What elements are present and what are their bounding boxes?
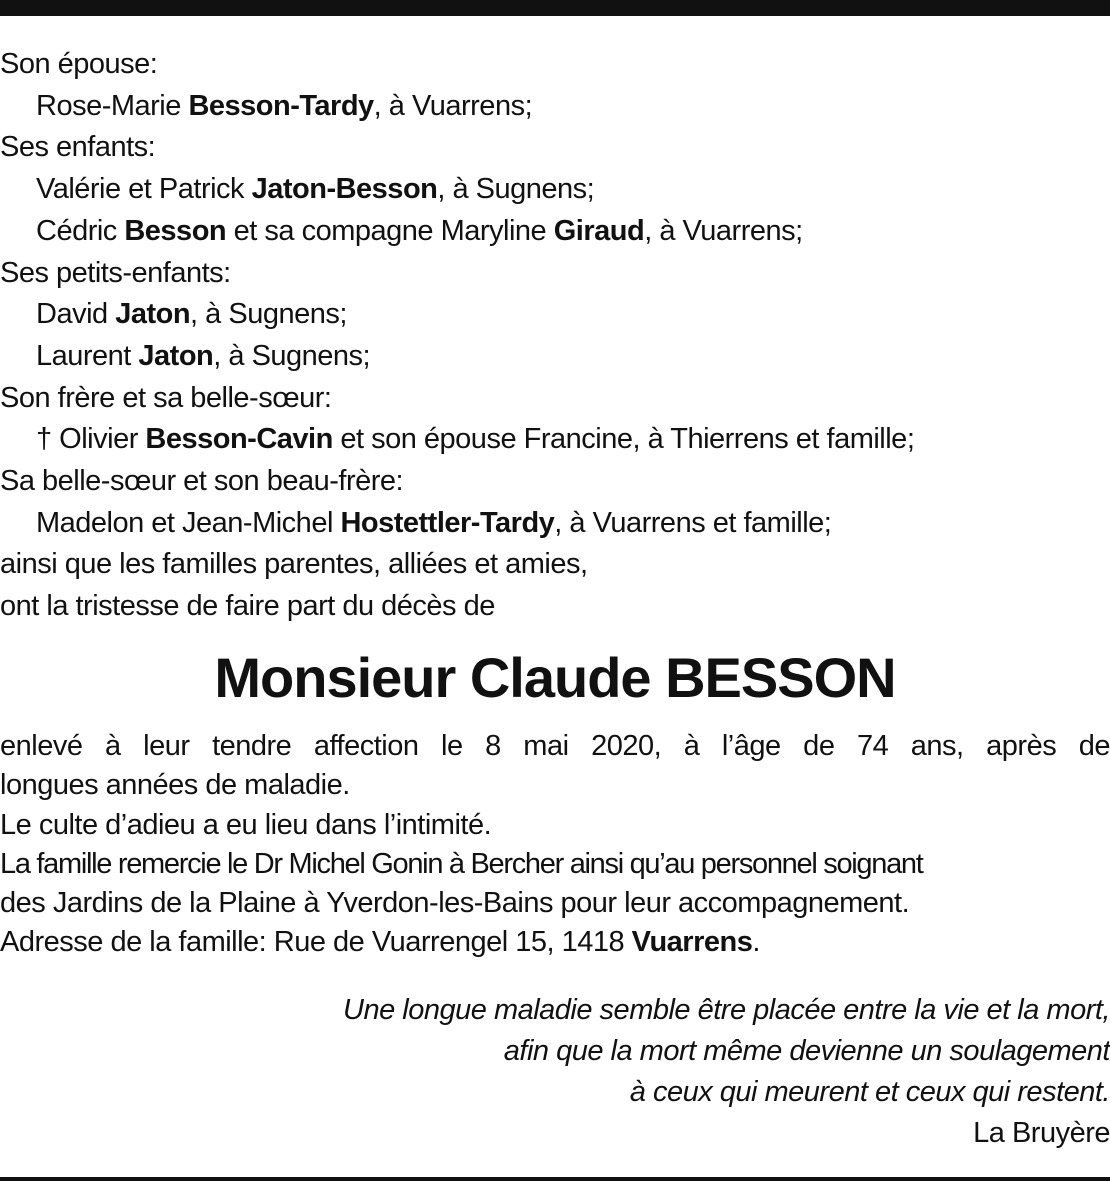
inlaws-heading: Sa belle-sœur et son beau-frère: (0, 465, 404, 498)
brother-last: Besson-Cavin (145, 423, 333, 456)
quote-author: La Bruyère (973, 1117, 1110, 1149)
address-city: Vuarrens (631, 926, 753, 959)
address-line (0, 923, 1110, 962)
quote-block (0, 990, 1110, 1154)
brother-first: † Olivier (36, 423, 146, 456)
grandchild1-rest: , à Sugnens; (190, 298, 347, 331)
details-line1: enlevé à leur tendre affection le 8 mai 2020, à l’âge de 74 ans, après de (0, 730, 1110, 762)
address-prefix: Adresse de la famille: Rue de Vuarrengel 15, 1418 (0, 926, 632, 959)
brother-rest: et son épouse Francine, à Thierrens et famille; (332, 423, 915, 456)
quote-line2: afin que la mort même devienne un soulagement (503, 1035, 1110, 1067)
children-heading: Ses enfants: (0, 131, 156, 164)
grandchildren-heading: Ses petits-enfants: (0, 256, 231, 289)
deceased-name: Monsieur Claude BESSON (214, 646, 896, 709)
details-line2: longues années de maladie. (0, 769, 350, 802)
address-end: . (752, 926, 760, 959)
brother-heading: Son frère et sa belle-sœur: (0, 381, 332, 414)
spouse-heading: Son épouse: (0, 48, 158, 80)
inlaws-line (0, 503, 1110, 545)
inlaws-rest: , à Vuarrens et famille; (554, 506, 832, 539)
details-block (0, 727, 1110, 963)
child1-first: Valérie et Patrick (36, 173, 252, 206)
child2-partner-last: Giraud (553, 214, 645, 247)
inlaws-first: Madelon et Jean-Michel (36, 506, 341, 539)
child2-mid: et sa compagne Maryline (226, 214, 554, 247)
details-line5: des Jardins de la Plaine à Yverdon-les-Bains pour leur accompagnement. (0, 887, 910, 920)
spouse-first: Rose-Marie (36, 89, 189, 122)
top-rule (0, 0, 1110, 16)
child2-first: Cédric (36, 214, 125, 247)
announce-line: ont la tristesse de faire part du décès de (0, 590, 495, 623)
inlaws-last: Hostettler-Tardy (340, 506, 555, 539)
brother-line (0, 419, 1110, 461)
child2-last: Besson (124, 214, 227, 247)
grandchild2-first: Laurent (36, 339, 139, 372)
family-list (0, 44, 1110, 628)
spouse-line (0, 86, 1110, 128)
grandchild1-last: Jaton (115, 298, 191, 331)
child2-line (0, 211, 1110, 253)
relatives-line: ainsi que les familles parentes, alliées et amies, (0, 548, 588, 581)
child2-rest: , à Vuarrens; (644, 214, 803, 247)
details-line4: La famille remercie le Dr Michel Gonin à Bercher ainsi qu’au personnel soignant (0, 847, 923, 880)
child1-last: Jaton-Besson (251, 173, 438, 206)
grandchild2-last: Jaton (138, 339, 214, 372)
grandchild1-line (0, 294, 1110, 336)
grandchild1-first: David (36, 298, 116, 331)
details-line3: Le culte d’adieu a eu lieu dans l’intimité. (0, 808, 492, 841)
child1-line (0, 169, 1110, 211)
bottom-rule (0, 1177, 1110, 1181)
grandchild2-rest: , à Sugnens; (213, 339, 371, 372)
spouse-rest: , à Vuarrens; (373, 89, 533, 122)
child1-rest: , à Sugnens; (437, 173, 595, 206)
spouse-last: Besson-Tardy (188, 89, 374, 122)
grandchild2-line (0, 336, 1110, 378)
quote-line1: Une longue maladie semble être placée entre la vie et la mort, (343, 994, 1110, 1026)
quote-line3: à ceux qui meurent et ceux qui restent. (629, 1076, 1110, 1108)
